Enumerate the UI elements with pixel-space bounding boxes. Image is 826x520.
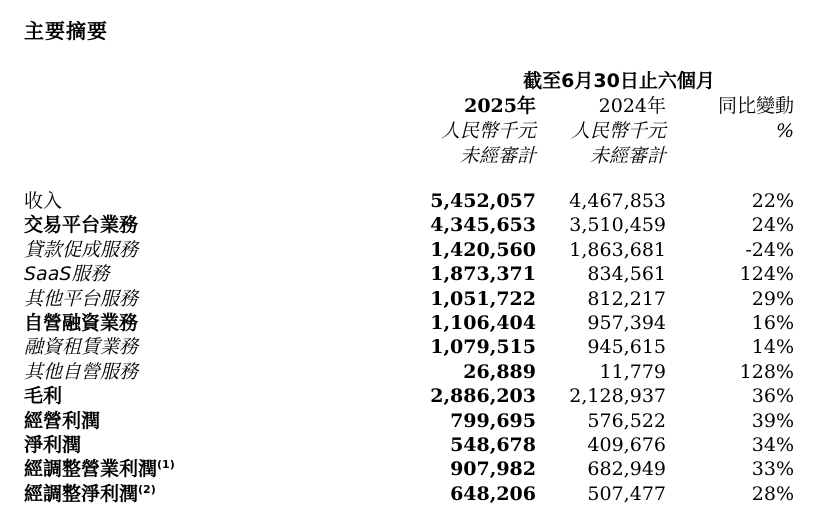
- value-2024: 834,561: [587, 263, 666, 286]
- value-2024: 11,779: [599, 360, 666, 383]
- table-row: [0, 482, 826, 506]
- value-2024: 957,394: [587, 311, 666, 334]
- row-label-text: 收入: [24, 190, 63, 212]
- row-label: [24, 311, 138, 336]
- value-change: -24%: [745, 238, 794, 261]
- col-2024-audit: 未經審計: [589, 145, 666, 167]
- value-2024: 409,676: [587, 433, 666, 456]
- value-change: 24%: [751, 214, 794, 237]
- row-label: [24, 335, 138, 360]
- value-2024: 3,510,459: [569, 214, 666, 237]
- table-row: [0, 287, 826, 311]
- row-label-text: 經調整營業利潤: [24, 458, 158, 481]
- table-row: [0, 335, 826, 359]
- col-2025-unit: 人民幣千元: [440, 120, 536, 142]
- table-row: [0, 262, 826, 286]
- row-label-text: 經營利潤: [24, 409, 101, 432]
- row-label-text: 貸款促成服務: [24, 238, 139, 261]
- row-label: [24, 360, 138, 385]
- value-2024: 945,615: [587, 336, 666, 359]
- value-2025: 1,420,560: [430, 238, 536, 261]
- table-row: [0, 189, 826, 213]
- value-2025: 2,886,203: [430, 385, 536, 408]
- value-change: 14%: [751, 336, 794, 359]
- value-2025: 1,873,371: [430, 263, 536, 286]
- value-change: 128%: [739, 360, 794, 383]
- row-label-text: 自營融資業務: [24, 311, 139, 334]
- table-row: [0, 409, 826, 433]
- row-label: [24, 189, 62, 214]
- page-title: 主要摘要: [24, 19, 108, 43]
- value-2024: 507,477: [587, 482, 666, 505]
- value-2025: 1,079,515: [430, 336, 536, 359]
- table-row: [0, 238, 826, 262]
- value-change: 28%: [751, 482, 794, 505]
- row-label-text: 其他平台服務: [24, 287, 139, 310]
- row-label: [24, 213, 138, 238]
- table-row: [0, 384, 826, 408]
- table-row: [0, 433, 826, 457]
- value-2025: 4,345,653: [430, 214, 536, 237]
- col-2024-year: 2024年: [598, 95, 666, 117]
- value-2024: 576,522: [587, 409, 666, 432]
- period-header: 截至6月30日止六個月: [523, 70, 715, 92]
- row-label: [24, 409, 100, 434]
- row-label-text: 經調整淨利潤: [24, 482, 139, 505]
- col-change-name: 同比變動: [717, 95, 794, 117]
- row-label-text: SaaS服務: [24, 263, 110, 286]
- col-2024-unit: 人民幣千元: [570, 120, 666, 142]
- row-label: [24, 482, 156, 507]
- table-row: [0, 360, 826, 384]
- row-label: [24, 238, 138, 263]
- row-label-text: 融資租賃業務: [24, 336, 139, 359]
- value-change: 16%: [751, 311, 794, 334]
- row-label: [24, 262, 109, 287]
- col-change-unit: %: [775, 120, 794, 142]
- row-label: [24, 384, 62, 409]
- footnote-marker: (1): [157, 458, 175, 472]
- value-2025: 548,678: [450, 433, 536, 456]
- value-2024: 2,128,937: [569, 385, 666, 408]
- value-change: 124%: [739, 263, 794, 286]
- row-label: [24, 433, 81, 458]
- row-label-text: 交易平台業務: [24, 214, 139, 237]
- value-change: 33%: [751, 458, 794, 481]
- value-change: 22%: [751, 190, 794, 212]
- value-change: 34%: [751, 433, 794, 456]
- value-2025: 907,982: [450, 458, 536, 481]
- value-2024: 812,217: [587, 287, 666, 310]
- row-label-text: 淨利潤: [24, 433, 82, 456]
- value-2024: 1,863,681: [569, 238, 666, 261]
- col-2025-audit: 未經審計: [459, 145, 536, 167]
- value-2025: 26,889: [463, 360, 536, 383]
- footnote-marker: (2): [138, 482, 156, 496]
- table-row: [0, 311, 826, 335]
- row-label: [24, 287, 138, 312]
- value-change: 39%: [751, 409, 794, 432]
- summary-table: [0, 189, 826, 506]
- table-row: [0, 213, 826, 237]
- value-change: 29%: [751, 287, 794, 310]
- row-label: [24, 457, 175, 482]
- value-2025: 648,206: [450, 482, 536, 505]
- table-row: [0, 457, 826, 481]
- col-2025-year: 2025年: [464, 95, 536, 117]
- value-change: 36%: [751, 385, 794, 408]
- value-2024: 682,949: [587, 458, 666, 481]
- value-2025: 799,695: [450, 409, 536, 432]
- value-2025: 1,051,722: [430, 287, 536, 310]
- row-label-text: 其他自營服務: [24, 360, 139, 383]
- value-2025: 5,452,057: [430, 190, 536, 212]
- row-label-text: 毛利: [24, 385, 63, 408]
- value-2024: 4,467,853: [569, 190, 666, 212]
- value-2025: 1,106,404: [430, 311, 536, 334]
